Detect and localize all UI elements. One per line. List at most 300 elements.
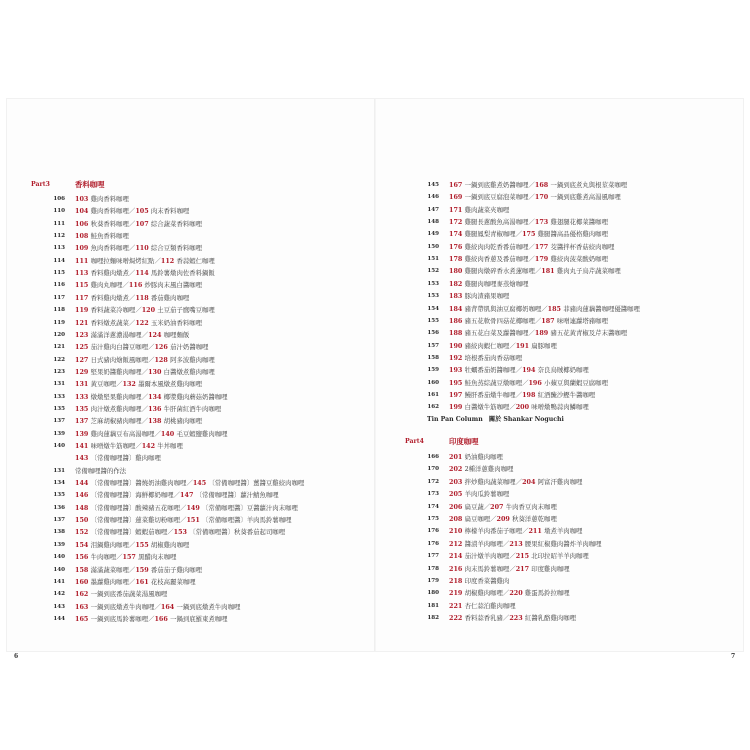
recipe-number: 188 (449, 329, 465, 338)
recipe-number: 187 (541, 316, 557, 325)
recipe-titles (449, 550, 589, 562)
separator: ／ (141, 330, 149, 339)
separator: ／ (128, 244, 136, 253)
toc-entry[interactable] (31, 539, 361, 551)
recipe-title: 咖哩麵飯 (163, 330, 190, 339)
recipe-title: 馬鈴薯燉肉佐香料鍋飯 (150, 269, 215, 278)
recipe-number: 145 (192, 479, 209, 488)
separator: ／ (128, 269, 136, 278)
recipe-title: 菲豬肉蓮藕醬咖哩優醬咖哩 (563, 304, 640, 313)
toc-entry[interactable] (31, 403, 361, 415)
page-number: 152 (427, 268, 439, 275)
recipe-titles (449, 265, 621, 277)
recipe-number: 170 (534, 193, 551, 202)
page-number: 135 (53, 492, 65, 499)
toc-entry[interactable] (405, 451, 735, 463)
recipe-titles (75, 514, 291, 526)
recipe-titles (449, 290, 509, 302)
recipe-titles (449, 340, 557, 352)
recipe-titles (449, 364, 589, 376)
recipe-number: 206 (449, 502, 465, 511)
toc-entry[interactable] (31, 489, 361, 501)
recipe-number: 115 (75, 281, 91, 290)
recipe-number: 165 (75, 614, 91, 623)
page-number: 172 (427, 478, 439, 485)
page-number: 123 (53, 368, 65, 375)
page-number: 174 (427, 503, 439, 510)
page-number: 119 (53, 319, 65, 326)
recipe-title: 牛肉咖哩 (90, 553, 117, 562)
recipe-title: 2種洋蔥雞肉咖哩 (464, 465, 514, 474)
separator: ／ (509, 341, 516, 350)
recipe-title: 雞蛋馬鈴拉咖哩 (524, 589, 570, 598)
toc-entry[interactable] (405, 612, 735, 624)
recipe-number: 179 (534, 255, 551, 264)
recipe-titles (449, 476, 582, 488)
page-number: 181 (427, 602, 439, 609)
recipe-titles (449, 228, 608, 240)
toc-entry[interactable] (405, 377, 735, 389)
recipe-number: 205 (449, 490, 465, 499)
toc-entry[interactable] (405, 228, 735, 240)
recipe-title: 香料蒜香乳豬 (464, 614, 503, 623)
recipe-number: 217 (515, 564, 532, 573)
recipe-title: 扁豚咖哩 (531, 341, 557, 350)
recipe-titles (449, 451, 503, 463)
page-number: 159 (427, 367, 439, 374)
recipe-titles (75, 415, 202, 427)
recipe-title: 土豆茄子鷹嘴豆咖哩 (157, 306, 215, 315)
toc-entry[interactable] (31, 230, 361, 242)
recipe-number: 128 (154, 355, 171, 364)
recipe-number: 116 (128, 281, 145, 290)
recipe-title: 雞肉丸子烏芹蔬菜咖哩 (556, 267, 621, 276)
recipe-title: 拌炒雞肉蔬菜咖哩 (464, 477, 516, 486)
toc-entry[interactable] (31, 428, 361, 440)
recipe-number: 138 (148, 417, 164, 426)
page-number: 131 (53, 381, 65, 388)
recipe-title: 雞絞肉香蔥及番茄咖哩 (464, 255, 529, 264)
separator: ／ (128, 207, 136, 216)
page-number: 114 (53, 257, 65, 264)
recipe-title: 玉米奶油香料咖哩 (150, 318, 203, 327)
toc-entry[interactable] (405, 563, 735, 575)
recipe-number: 171 (449, 205, 465, 214)
toc-entry[interactable] (31, 279, 361, 291)
recipe-titles (75, 539, 189, 551)
page-number: 156 (427, 330, 439, 337)
separator: ／ (141, 392, 149, 401)
page-number: 143 (53, 603, 65, 610)
recipe-title: 芝麻胡椒豬肉咖哩 (90, 417, 142, 426)
toc-entry[interactable] (31, 391, 361, 403)
recipe-titles (75, 588, 167, 600)
toc-entry[interactable] (405, 216, 735, 228)
recipe-number: 168 (534, 181, 551, 189)
recipe-number: 108 (75, 232, 91, 241)
toc-entry[interactable] (405, 513, 735, 525)
part3-header (31, 179, 351, 191)
recipe-title: 咖哩拉麵味噌焗烤紅點 (90, 256, 155, 265)
toc-entry[interactable] (31, 329, 361, 341)
recipe-title: 花枝高麗菜咖哩 (150, 577, 196, 586)
toc-entry[interactable] (31, 255, 361, 267)
separator: ／ (502, 614, 510, 623)
toc-entry[interactable] (405, 290, 735, 302)
toc-entry[interactable] (31, 465, 361, 477)
recipe-title: 奶油雞肉咖哩 (464, 453, 503, 461)
recipe-number: 146 (75, 491, 91, 500)
recipe-number: 200 (515, 403, 532, 412)
recipe-titles (449, 241, 614, 253)
separator: ／ (502, 589, 510, 598)
left-folio: 6 (14, 653, 19, 660)
recipe-title: 毛豆蝦鹽雞肉咖哩 (176, 429, 228, 438)
recipe-number: 163 (75, 602, 91, 611)
toc-entry[interactable] (31, 551, 361, 563)
toc-entry[interactable] (405, 241, 735, 253)
recipe-number: 144 (75, 479, 91, 488)
page-number: 122 (53, 356, 65, 363)
recipe-title: 雞腿肉咖哩麥蒸燴咖哩 (464, 279, 529, 288)
recipe-number: 147 (180, 491, 196, 500)
recipe-title: 綜合蔬菜香料咖哩 (150, 219, 203, 228)
separator: ／ (515, 390, 523, 399)
recipe-number: 167 (449, 181, 465, 189)
recipe-title: 雞腿肉燉碎香水煮蓮咖哩 (464, 267, 535, 276)
recipe-titles (75, 255, 215, 267)
recipe-title: 雞肉香料咖哩 (90, 195, 129, 203)
toc-entry[interactable] (31, 502, 361, 514)
page-number: 153 (427, 293, 439, 300)
recipe-title: 香料燉煮蔬菜 (90, 318, 129, 327)
recipe-number: 143 (75, 454, 91, 463)
recipe-number: 181 (541, 267, 557, 276)
recipe-number: 166 (154, 614, 171, 623)
recipe-title: 滿滿蔬菜咖哩 (90, 565, 129, 574)
toc-entry[interactable] (31, 317, 361, 329)
recipe-title: 一鍋到底燉煮牛肉咖哩 (90, 602, 155, 611)
separator: ／ (509, 552, 516, 561)
recipe-title: 茄汁燉羊肉咖哩 (464, 552, 510, 561)
recipe-titles (75, 230, 129, 242)
recipe-number: 111 (75, 256, 91, 265)
separator: ／ (528, 218, 535, 227)
recipe-number: 209 (496, 515, 513, 523)
toc-entry[interactable] (405, 463, 735, 475)
toc-entry[interactable] (31, 601, 361, 613)
recipe-number: 130 (148, 367, 164, 376)
recipe-titles (449, 303, 640, 315)
toc-entry[interactable] (31, 193, 361, 205)
toc-entry[interactable] (405, 303, 735, 315)
recipe-number: 123 (75, 330, 91, 339)
toc-entry[interactable] (31, 564, 361, 576)
recipe-titles (75, 354, 215, 366)
page-number: 121 (53, 344, 65, 351)
recipe-number: 127 (75, 355, 91, 364)
separator: ／ (148, 355, 155, 364)
recipe-number: 192 (449, 353, 465, 362)
recipe-title: 日式豬肉燴飯風咖哩 (90, 355, 149, 364)
recipe-number: 118 (135, 293, 151, 302)
toc-entry[interactable] (405, 315, 735, 327)
recipe-titles (449, 575, 509, 587)
recipe-number: 126 (154, 343, 171, 352)
separator: ／ (128, 318, 136, 327)
recipe-number: 152 (75, 528, 91, 537)
recipe-title: 椰漿雞肉蘑菇奶醬咖哩 (163, 392, 228, 401)
separator: ／ (534, 316, 542, 325)
recipe-number: 149 (186, 503, 203, 512)
recipe-number: 129 (75, 367, 91, 376)
recipe-titles (75, 366, 215, 378)
page-number: 175 (427, 516, 439, 522)
recipe-title: 一鍋到底豆腐泡菜咖哩 (464, 193, 529, 202)
recipe-number: 119 (75, 306, 91, 315)
toc-entry[interactable] (31, 514, 361, 526)
page-number: 166 (427, 454, 439, 460)
toc-entry[interactable] (405, 389, 735, 401)
recipe-number: 185 (547, 304, 564, 313)
recipe-title: 〔常備咖哩醬〕薑醬豆雞絞肉咖哩 (208, 479, 305, 488)
toc-entry[interactable] (31, 588, 361, 600)
toc-entry[interactable] (31, 205, 361, 217)
toc-entry[interactable] (405, 340, 735, 352)
recipe-titles (449, 278, 528, 290)
page-number: 115 (53, 270, 65, 277)
toc-entry[interactable] (405, 327, 735, 339)
separator: ／ (528, 181, 535, 189)
toc-entry[interactable] (405, 265, 735, 277)
separator: ／ (128, 293, 136, 302)
toc-entry[interactable] (31, 267, 361, 279)
recipe-title: 胡椒雞肉咖哩 (464, 589, 503, 598)
recipe-number: 191 (515, 341, 532, 350)
recipe-number: 109 (75, 244, 91, 253)
recipe-number: 135 (75, 404, 91, 413)
toc-entry[interactable] (405, 600, 735, 612)
page-number: 158 (427, 354, 439, 361)
recipe-title: 培根番茄肉香菇咖哩 (464, 353, 523, 362)
toc-entry[interactable] (405, 179, 735, 191)
toc-entry[interactable] (31, 354, 361, 366)
page-number: 135 (53, 405, 65, 412)
recipe-titles (75, 551, 176, 563)
recipe-titles (449, 327, 627, 339)
page-number: 144 (53, 615, 65, 622)
separator: ／ (509, 564, 516, 573)
recipe-number: 186 (449, 316, 465, 325)
recipe-title: 〔常備咖哩醬〕羊肉馬鈴薯咖哩 (202, 516, 292, 525)
recipe-titles (449, 401, 589, 413)
toc-entry[interactable] (31, 341, 361, 353)
recipe-number: 221 (449, 601, 465, 610)
recipe-titles (449, 377, 608, 389)
recipe-number: 117 (75, 293, 91, 302)
separator: ／ (116, 553, 123, 562)
recipe-number: 223 (509, 614, 525, 623)
page-number: 133 (53, 393, 65, 400)
toc-entry[interactable] (405, 587, 735, 599)
page-number: 137 (53, 418, 65, 425)
recipe-title: 墨蘿雞肉咖哩 (90, 577, 129, 586)
recipe-title: 一鍋到底番茄蔬菜湯風咖哩 (90, 590, 168, 599)
toc-entry[interactable] (31, 613, 361, 625)
recipe-titles (449, 488, 509, 500)
recipe-titles (75, 205, 189, 217)
recipe-number: 169 (449, 193, 465, 202)
toc-entry[interactable] (405, 414, 735, 426)
recipe-title: 滿滿洋蔥濃湯咖哩 (90, 330, 142, 339)
toc-entry[interactable] (405, 364, 735, 376)
recipe-title: 奈良烏賊椰奶咖哩 (537, 366, 589, 375)
separator: ／ (509, 403, 516, 412)
right-folio: 7 (731, 653, 736, 660)
recipe-title: 北印拉昭羊羊肉咖哩 (531, 552, 589, 561)
toc-entry[interactable] (405, 253, 735, 265)
recipe-titles (75, 304, 215, 316)
toc-entry[interactable] (31, 378, 361, 390)
recipe-titles (75, 378, 202, 390)
toc-entry[interactable] (405, 575, 735, 587)
toc-entry[interactable] (31, 452, 361, 464)
recipe-number: 194 (522, 366, 538, 375)
separator: ／ (483, 502, 491, 511)
toc-entry[interactable] (31, 477, 361, 489)
recipe-title: 豬絞肉蝦仁咖哩 (464, 341, 510, 350)
toc-entry[interactable] (405, 191, 735, 203)
separator: ／ (128, 577, 136, 586)
recipe-title: 味噌燉鴨蒜肉鱗咖哩 (531, 403, 589, 412)
recipe-titles (75, 279, 202, 291)
toc-entry[interactable] (31, 526, 361, 538)
separator: ／ (154, 256, 161, 265)
separator: ／ (135, 306, 142, 315)
toc-entry[interactable] (31, 415, 361, 427)
book-gutter (374, 99, 376, 651)
page-number: 148 (427, 219, 439, 226)
toc-entry[interactable] (31, 304, 361, 316)
recipe-number: 158 (75, 565, 91, 574)
page-number: 141 (53, 578, 65, 585)
recipe-number: 131 (75, 380, 91, 389)
recipe-titles (75, 440, 183, 452)
recipe-number: 148 (75, 503, 91, 512)
recipe-number: 172 (449, 218, 465, 227)
recipe-title: 〔常備咖哩醬〕蘿汁鯖魚咖哩 (195, 491, 279, 500)
toc-entry[interactable] (405, 550, 735, 562)
recipe-number: 103 (75, 195, 91, 203)
toc-entry[interactable] (405, 401, 735, 413)
recipe-number: 106 (75, 219, 91, 228)
recipe-title: 雞肉蔬菜夾咖哩 (464, 205, 510, 214)
recipe-number: 177 (534, 242, 551, 251)
toc-entry[interactable] (405, 488, 735, 500)
recipe-number: 216 (449, 564, 465, 573)
page-number: 113 (53, 245, 65, 252)
recipe-title: 扁豆咖哩 (464, 515, 491, 523)
separator: ／ (128, 540, 136, 549)
recipe-number: 189 (534, 329, 551, 338)
recipe-number: 139 (75, 429, 91, 438)
separator: ／ (116, 380, 123, 389)
recipe-number: 214 (449, 552, 465, 561)
recipe-titles (75, 403, 221, 415)
toc-entry[interactable] (31, 440, 361, 452)
toc-entry[interactable] (405, 538, 735, 550)
recipe-titles (75, 428, 228, 440)
recipe-number: 180 (449, 267, 465, 276)
page-number: 112 (53, 233, 65, 240)
toc-entry[interactable] (31, 366, 361, 378)
toc-entry[interactable] (405, 204, 735, 216)
recipe-title: 〔常備咖哩醬〕雞肉咖哩 (90, 454, 161, 463)
page-number: 136 (53, 504, 65, 511)
toc-entry[interactable] (405, 501, 735, 513)
recipe-title: 肉汁燉煮雞肉咖哩 (90, 404, 142, 413)
recipe-title: 豬背帶肌與油豆腐椰奶咖哩 (464, 304, 542, 313)
recipe-title: 醬漬羊肉咖哩 (464, 539, 503, 548)
separator: ／ (502, 539, 510, 548)
page-number: 106 (53, 196, 65, 202)
recipe-title: 〔常備咖哩醬〕海鮮椰奶咖哩 (90, 491, 174, 500)
toc-entry[interactable] (31, 242, 361, 254)
separator: ／ (541, 304, 548, 313)
recipe-titles (75, 465, 126, 477)
recipe-number: 202 (449, 465, 465, 474)
recipe-titles (75, 292, 189, 304)
toc-entry[interactable] (405, 278, 735, 290)
part4-title: 印度咖哩 (449, 437, 479, 446)
page-number: 139 (53, 430, 65, 437)
recipe-title: 羊肉瓜鈴薯咖哩 (464, 490, 510, 499)
recipe-title: 雞肉蓮藕豆布高湯咖哩 (90, 429, 155, 438)
recipe-number: 190 (449, 341, 465, 350)
recipe-number: 210 (449, 527, 465, 536)
recipe-number: 162 (75, 590, 91, 599)
page-number: 176 (427, 528, 439, 535)
recipe-number: 222 (449, 614, 465, 623)
separator: ／ (141, 417, 149, 426)
page-number: 116 (53, 282, 65, 289)
recipe-title: 香料雞肉燉煮 (90, 269, 129, 278)
separator: ／ (122, 281, 129, 290)
recipe-number: 219 (449, 589, 465, 598)
recipe-title: 雞肉丸咖哩 (90, 281, 123, 290)
recipe-titles (449, 501, 557, 513)
recipe-titles (75, 218, 202, 230)
toc-entry[interactable] (31, 292, 361, 304)
recipe-titles (75, 242, 202, 254)
page-number: 118 (53, 307, 65, 314)
toc-entry[interactable] (31, 576, 361, 588)
page-number: 142 (53, 591, 65, 598)
toc-entry[interactable] (31, 218, 361, 230)
toc-entry[interactable] (405, 476, 735, 488)
recipe-number: 122 (135, 318, 151, 327)
recipe-title: 胡椒雞肉咖哩 (150, 540, 190, 549)
toc-entry[interactable] (405, 352, 735, 364)
page-number: 145 (427, 182, 439, 188)
toc-entry[interactable] (405, 525, 735, 537)
recipe-title: 牡蠣番茄奶醬咖哩 (464, 366, 516, 375)
recipe-number: 173 (534, 218, 551, 227)
recipe-number: 125 (75, 343, 91, 352)
recipe-title: 一鍋到底馬鈴薯咖哩 (90, 614, 149, 623)
recipe-title: 墩煮羊肉咖哩 (544, 527, 583, 536)
separator: ／ (141, 404, 149, 413)
